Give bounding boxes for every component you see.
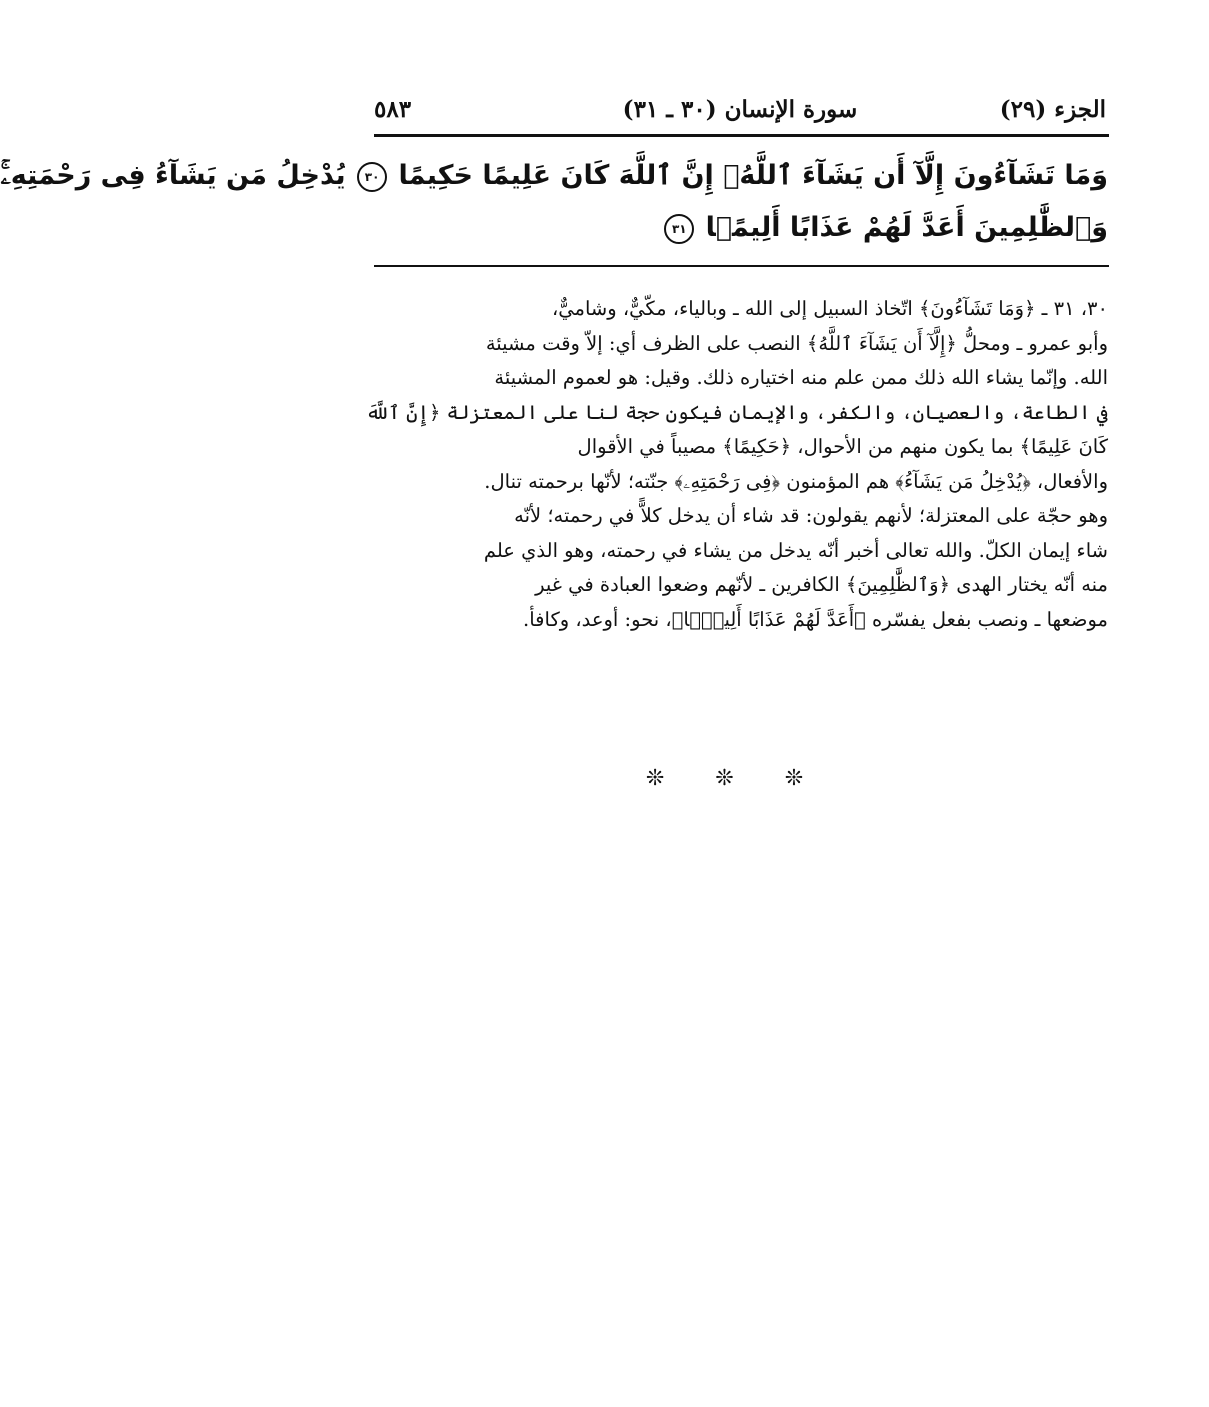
header-rule — [374, 134, 1109, 137]
commentary-line: في الطاعة، والعصيان، والكفر، والإيمان فيكون حجة لنا على المعتزلة ﴿إِنَّ ٱللَّهَ — [365, 400, 1108, 424]
verse-text: وَٱلظَّٰلِمِينَ أَعَدَّ لَهُمْ عَذَابًا أَلِيمًۢا — [705, 212, 1108, 243]
verse-text: يُدْخِلُ مَن يَشَآءُ فِى رَحْمَتِهِۦۚ — [0, 160, 346, 191]
surah-title: سورة الإنسان (٣٠ ـ ٣١) — [622, 96, 858, 123]
commentary-line: منه أنّه يختار الهدى ﴿وَٱلظَّٰلِمِينَ﴾ الكافرين ـ لأنّهم وضعوا العبادة في غير — [535, 573, 1108, 596]
verses-rule — [374, 265, 1109, 267]
verse-line — [368, 202, 1108, 254]
commentary-line: وأبو عمرو ـ ومحلُّ ﴿إِلَّآ أَن يَشَآءَ ٱللَّهُ﴾ النصب على الظرف أي: إلاّ وقت مشيئة — [485, 331, 1108, 355]
commentary-line: والأفعال، ﴿يُدْخِلُ مَن يَشَآءُ﴾ هم المؤمنون ﴿فِى رَحْمَتِهِۦ﴾ جنّته؛ لأنّها برحمته تنال. — [484, 469, 1108, 493]
page-number: ٥٨٣ — [374, 96, 412, 123]
quran-verses — [0, 150, 1108, 254]
commentary-line: الله. وإنّما يشاء الله ذلك ممن علم منه اختياره ذلك. وقيل: هو لعموم المشيئة — [494, 366, 1108, 389]
tafsir-commentary — [365, 292, 1108, 637]
commentary-line: ٣٠، ٣١ ـ ﴿وَمَا تَشَآءُونَ﴾ اتّخاذ السبيل إلى الله ـ وبالياء، مكّيٌّ، وشاميٌّ، — [551, 297, 1108, 320]
page-header — [374, 92, 1106, 128]
commentary-line: موضعها ـ ونصب بفعل يفسّره ﴿أَعَدَّ لَهُمْ عَذَابًا أَلِيمًۢا﴾، نحو: أوعد، وكافأ. — [523, 607, 1108, 631]
ayah-number-marker: ٣٠ — [357, 162, 387, 192]
section-separator: ❊ ❊ ❊ — [645, 766, 826, 791]
commentary-line: شاء إيمان الكلّ. والله تعالى أخبر أنّه يدخل من يشاء في رحمته، وهو الذي علم — [483, 538, 1108, 562]
ayah-number-marker: ٣١ — [664, 214, 694, 244]
juz-label: الجزء (٢٩) — [999, 96, 1106, 123]
verse-line — [0, 150, 1108, 202]
commentary-line: وهو حجّة على المعتزلة؛ لأنهم يقولون: قد شاء أن يدخل كلاًّ في رحمته؛ لأنّه — [514, 504, 1108, 527]
commentary-line: كَانَ عَلِيمًا﴾ بما يكون منهم من الأحوال، ﴿حَكِيمًا﴾ مصيباً في الأقوال — [577, 435, 1108, 458]
verse-text: وَمَا تَشَآءُونَ إِلَّآ أَن يَشَآءَ ٱللَّهُۚ إِنَّ ٱللَّهَ كَانَ عَلِيمًا حَكِيمًا — [398, 160, 1108, 191]
